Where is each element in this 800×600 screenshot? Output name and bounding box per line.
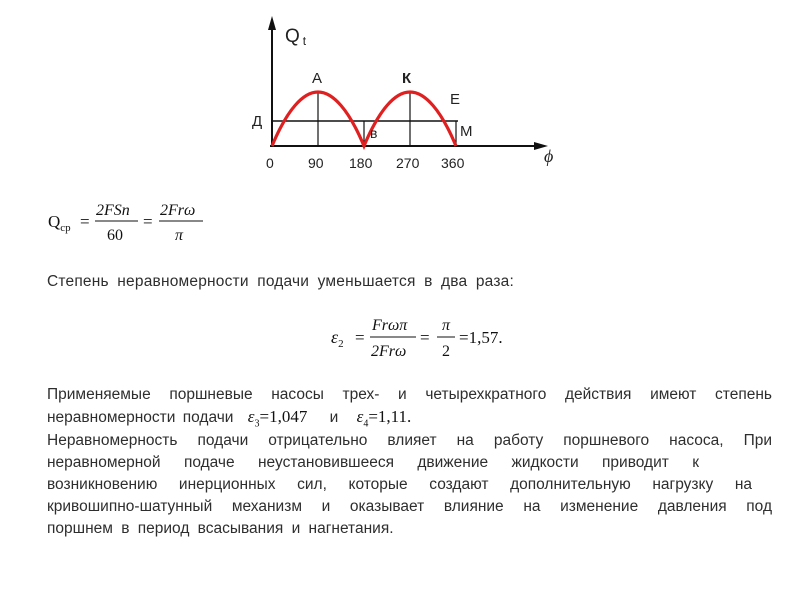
formula-epsilon-2 (331, 317, 503, 360)
svg-text:2Frω: 2Frω (371, 343, 407, 360)
x-tick-180: 180 (349, 155, 373, 171)
point-label-b: в (370, 125, 378, 141)
paragraph-effect-line3: возникновению инерционных сил, которые создают дополнительную нагрузку на (47, 476, 752, 493)
point-label-e: E (450, 91, 461, 108)
svg-text:60: 60 (107, 227, 123, 244)
paragraph-effect-line5: поршнем в период всасывания и нагнетания. (47, 520, 394, 537)
point-label-k: К (402, 70, 412, 87)
svg-text:2: 2 (442, 343, 450, 360)
point-label-a: A (312, 70, 323, 87)
svg-text:Frωπ: Frωπ (372, 317, 408, 334)
y-axis-label: Qt (285, 26, 307, 48)
svg-text:Qср: $Q_{ср}$ (48, 212, 71, 234)
svg-text:=: = (420, 328, 430, 347)
svg-text:π: π (175, 227, 184, 244)
y-axis-arrow (268, 16, 276, 30)
svg-text:=1,57.: =1,57. (459, 328, 503, 347)
svg-text:=: = (80, 212, 90, 231)
svg-text:=: = (143, 212, 153, 231)
svg-text:2Frω: 2Frω (160, 202, 196, 219)
x-tick-0: 0 (266, 155, 274, 171)
x-tick-360: 360 (441, 155, 465, 171)
paragraph-pump-types-line1: Применяемые поршневые насосы трех- и четырехкратного действия имеют степень (47, 386, 772, 403)
paragraph-effect-line4: кривошипно-шатунный механизм и оказывает влияние на изменение давления под (47, 498, 772, 515)
formula-average-flow (48, 202, 203, 244)
paragraph-pump-types-line2: неравномерности подачи $\varepsilon_3=1,047$ и $\varepsilon_4=1,11$. (47, 407, 412, 430)
x-axis-label: ϕ (544, 146, 554, 166)
svg-text:2FSn: 2FSn (96, 202, 130, 219)
x-tick-270: 270 (396, 155, 420, 171)
point-label-m: M (460, 123, 473, 140)
svg-text:=: = (355, 328, 365, 347)
paragraph-pump-types (47, 384, 772, 435)
paragraph-effect-line2: неравномерной подаче неустановившееся движение жидкости приводит к (47, 454, 699, 471)
x-tick-90: 90 (308, 155, 324, 171)
paragraph-irregularity-effect (47, 430, 772, 540)
paragraph-effect-line1: Неравномерность подачи отрицательно влияет на работу поршневого насоса, При (47, 432, 772, 449)
point-label-d: Д (252, 113, 263, 130)
svg-text:π: π (442, 317, 451, 334)
svg-text:ε2: $\varepsilon_2$ (331, 327, 344, 350)
text-irregularity-decrease: Степень неравномерности подачи уменьшается в два раза: (47, 273, 514, 290)
